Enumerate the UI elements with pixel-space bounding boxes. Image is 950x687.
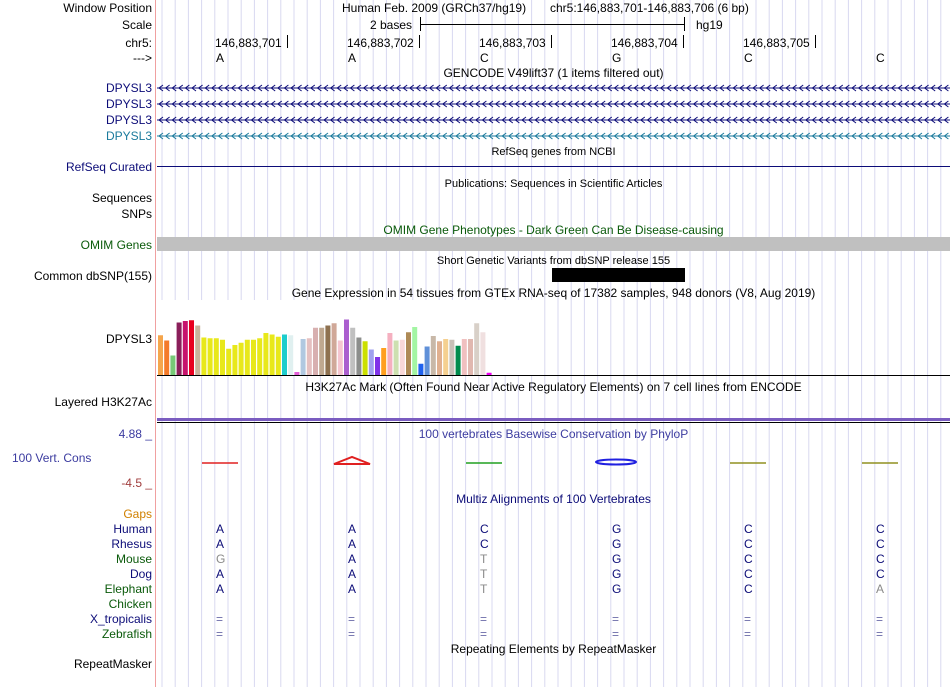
assembly-text: Human Feb. 2009 (GRCh37/hg19) [342,1,527,15]
gaps-label[interactable]: Gaps [123,507,152,521]
gtex-tissue-bar[interactable] [325,326,330,376]
gtex-tissue-bar[interactable] [183,321,188,375]
gtex-bar-chart[interactable] [157,300,535,375]
gencode-transcript-line[interactable] [157,83,950,93]
multiz-aligned-base: G [612,522,622,536]
reference-base: A [348,51,357,65]
assembly-short: hg19 [696,18,723,32]
coordinate-label: 146,883,702 [347,36,414,50]
multiz-aligned-base: = [348,612,356,626]
gtex-tissue-bar[interactable] [387,333,392,375]
multiz-aligned-base: G [612,582,622,596]
publications-track-title: Publications: Sequences in Scientific Articles [444,178,663,190]
gtex-tissue-bar[interactable] [369,350,374,376]
refseq-gene-line[interactable] [157,166,950,167]
gtex-tissue-bar[interactable] [356,338,361,376]
gtex-tissue-bar[interactable] [443,339,448,375]
gtex-tissue-bar[interactable] [468,339,473,375]
multiz-track-title: Multiz Alignments of 100 Vertebrates [456,492,651,506]
gtex-tissue-bar[interactable] [449,340,454,375]
multiz-aligned-base: A [216,537,225,551]
coordinate-tick [419,35,420,48]
gtex-tissue-bar[interactable] [363,341,368,375]
repeatmasker-label[interactable]: RepeatMasker [73,657,152,671]
multiz-aligned-base: G [612,567,622,581]
multiz-aligned-base: C [744,537,753,551]
multiz-aligned-base: A [216,582,225,596]
repeatmasker-track-title: Repeating Elements by RepeatMasker [450,642,657,656]
multiz-aligned-base: A [216,567,225,581]
gtex-tissue-bar[interactable] [462,339,467,375]
gtex-tissue-bar[interactable] [394,341,399,376]
multiz-aligned-base: T [480,582,488,596]
dbsnp-variant-block[interactable] [552,268,685,282]
multiz-aligned-base: C [876,522,885,536]
publications-label[interactable]: Sequences [91,191,152,205]
gtex-tissue-bar[interactable] [282,335,287,376]
multiz-aligned-base: A [876,582,885,596]
gtex-tissue-bar[interactable] [431,336,436,375]
gtex-tissue-bar[interactable] [177,323,182,376]
multiz-species-label[interactable]: Zebrafish [101,627,152,641]
multiz-species-label[interactable]: Human [113,522,152,536]
reference-base: C [876,51,885,65]
gencode-transcript-line[interactable] [157,131,950,141]
scale-label: Scale [121,18,152,32]
phylop-min-label: -4.5 _ [121,476,152,490]
multiz-aligned-base: C [744,522,753,536]
gtex-tissue-bar[interactable] [319,328,324,375]
gtex-tissue-bar[interactable] [288,335,293,375]
coordinate-label: 146,883,701 [215,36,282,50]
reference-base: G [612,51,622,65]
phylop-max-label: 4.88 _ [118,427,152,441]
window-position-label: Window Position [63,1,152,15]
multiz-aligned-base: C [480,537,489,551]
multiz-aligned-base: = [216,627,224,641]
reference-base: C [480,51,489,65]
chrom-label: chr5: [125,36,152,50]
multiz-aligned-base: = [480,627,488,641]
label-column-divider [155,0,156,687]
h3k27ac-label[interactable]: Layered H3K27Ac [54,395,152,409]
gencode-transcript-line[interactable] [157,99,950,109]
gencode-track-title[interactable]: GENCODE V49lift37 (1 items filtered out) [443,66,664,80]
coordinate-tick [551,35,552,48]
h3k27ac-baseline [157,422,950,423]
multiz-aligned-base: = [876,627,884,641]
multiz-aligned-base: A [216,522,225,536]
scale-bar-right-tick [684,17,685,31]
omim-gene-bar[interactable] [157,237,950,251]
multiz-aligned-base: C [876,567,885,581]
gtex-tissue-bar[interactable] [245,340,250,375]
dbsnp-track-title: Short Genetic Variants from dbSNP release 155 [436,255,671,267]
multiz-aligned-base: A [348,552,357,566]
snps-label[interactable]: SNPs [121,207,152,221]
h3k27ac-signal-band[interactable] [157,418,950,421]
coordinate-label: 146,883,704 [611,36,678,50]
multiz-aligned-base: A [348,522,357,536]
multiz-aligned-base: C [744,567,753,581]
gencode-transcript-label[interactable]: DPYSL3 [105,81,152,95]
coordinate-label: 146,883,705 [743,36,810,50]
gtex-tissue-bar[interactable] [164,341,169,376]
gtex-tissue-bar[interactable] [301,339,306,375]
scale-bar [420,24,684,25]
gtex-tissue-bar[interactable] [195,326,200,376]
phylop-signal[interactable] [157,455,950,467]
gtex-tissue-bar[interactable] [406,332,411,375]
reference-base: A [216,51,225,65]
multiz-aligned-base: = [348,627,356,641]
gencode-transcript-label[interactable]: DPYSL3 [105,113,152,127]
dbsnp-label[interactable]: Common dbSNP(155) [33,269,152,283]
gtex-tissue-bar[interactable] [437,341,442,375]
multiz-aligned-base: C [744,552,753,566]
phylop-score-mark[interactable] [596,460,636,465]
gtex-tissue-bar[interactable] [257,338,262,375]
gtex-tissue-bar[interactable] [270,335,275,376]
coordinate-tick [683,35,684,48]
omim-track-title: OMIM Gene Phenotypes - Dark Green Can Be Disease-causing [383,223,724,237]
gtex-tissue-bar[interactable] [232,345,237,375]
gtex-tissue-bar[interactable] [474,323,479,375]
position-text: chr5:146,883,701-146,883,706 (6 bp) [550,1,749,15]
gtex-tissue-bar[interactable] [208,338,213,375]
gtex-tissue-bar[interactable] [189,320,194,375]
gtex-tissue-bar[interactable] [480,332,485,375]
multiz-aligned-base: = [216,612,224,626]
gtex-tissue-bar[interactable] [400,340,405,375]
scale-text: 2 bases [370,18,413,32]
gtex-label[interactable]: DPYSL3 [105,332,152,346]
multiz-aligned-base: = [876,612,884,626]
multiz-species-label[interactable]: Mouse [115,552,152,566]
gtex-tissue-bar[interactable] [239,343,244,375]
multiz-aligned-base: G [612,537,622,551]
gtex-tissue-bar[interactable] [220,340,225,375]
gtex-tissue-bar[interactable] [276,337,281,375]
multiz-aligned-base: T [480,567,488,581]
multiz-species-label[interactable]: X_tropicalis [89,612,152,626]
multiz-aligned-base: = [612,612,620,626]
gtex-tissue-bar[interactable] [214,338,219,375]
multiz-aligned-base: T [480,552,488,566]
gtex-tissue-bar[interactable] [251,340,256,375]
refseq-track-title: RefSeq genes from NCBI [491,146,616,158]
strand-label: ---> [133,51,152,65]
gtex-tissue-bar[interactable] [158,335,163,375]
refseq-label[interactable]: RefSeq Curated [65,160,152,174]
gtex-tissue-bar[interactable] [307,338,312,375]
phylop-score-mark[interactable] [334,457,370,464]
phylop-label[interactable]: 100 Vert. Cons [12,451,92,465]
multiz-aligned-base: A [348,582,357,596]
gtex-tissue-bar[interactable] [375,357,380,375]
multiz-species-label[interactable]: Rhesus [111,537,152,551]
reference-base: C [744,51,753,65]
coordinate-label: 146,883,703 [479,36,546,50]
gencode-transcript-line[interactable] [157,115,950,125]
gtex-tissue-bar[interactable] [263,333,268,375]
phylop-track-title: 100 vertebrates Basewise Conservation by PhyloP [418,427,689,441]
multiz-species-label[interactable]: Dog [129,567,152,581]
multiz-aligned-base: = [612,627,620,641]
gtex-tissue-bar[interactable] [226,349,231,375]
gtex-tissue-bar[interactable] [170,356,175,376]
multiz-aligned-base: G [216,552,226,566]
coordinate-tick [287,35,288,48]
gtex-tissue-bar[interactable] [418,364,423,375]
omim-label[interactable]: OMIM Genes [80,238,152,252]
gtex-tissue-bar[interactable] [456,346,461,375]
multiz-aligned-base: C [876,552,885,566]
gtex-tissue-bar[interactable] [332,323,337,375]
gtex-baseline [157,375,950,376]
multiz-aligned-base: A [348,537,357,551]
multiz-aligned-base: A [348,567,357,581]
gtex-tissue-bar[interactable] [425,347,430,376]
multiz-aligned-base: = [744,627,752,641]
gtex-track-title: Gene Expression in 54 tissues from GTEx RNA-seq of 17382 samples, 948 donors (V8, Aug 2019) [291,286,816,300]
multiz-aligned-base: C [744,582,753,596]
gtex-tissue-bar[interactable] [381,348,386,375]
gtex-tissue-bar[interactable] [201,338,206,376]
multiz-species-label[interactable]: Elephant [104,582,152,596]
multiz-aligned-base: = [744,612,752,626]
h3k27ac-track-title: H3K27Ac Mark (Often Found Near Active Regulatory Elements) on 7 cell lines from ENCODE [305,380,802,394]
coordinate-tick [815,35,816,48]
multiz-aligned-base: G [612,552,622,566]
multiz-aligned-base: = [480,612,488,626]
multiz-species-label[interactable]: Chicken [108,597,152,611]
gtex-tissue-bar[interactable] [344,320,349,376]
gtex-tissue-bar[interactable] [313,328,318,375]
multiz-aligned-base: C [876,537,885,551]
multiz-aligned-base: C [480,522,489,536]
gtex-tissue-bar[interactable] [338,341,343,376]
gencode-transcript-label[interactable]: DPYSL3 [105,129,152,143]
gtex-tissue-bar[interactable] [412,327,417,375]
gencode-transcript-label[interactable]: DPYSL3 [105,97,152,111]
gtex-tissue-bar[interactable] [350,328,355,375]
